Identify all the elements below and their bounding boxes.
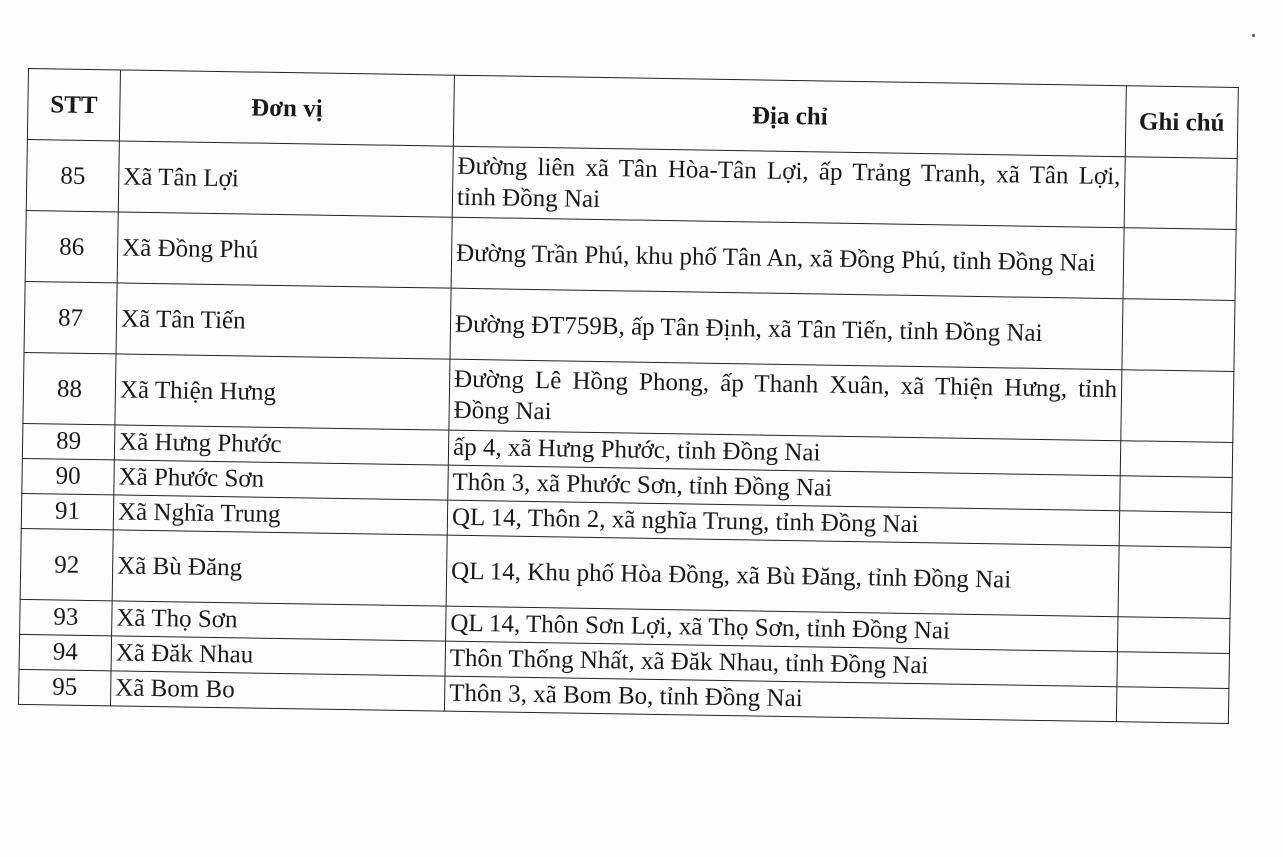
cell-unit: Xã Bù Đăng (112, 530, 447, 606)
cell-note (1123, 228, 1236, 301)
cell-unit: Xã Hưng Phước (114, 425, 449, 465)
cell-address: QL 14, Thôn 2, xã nghĩa Trung, tỉnh Đồng Nai (447, 500, 1119, 546)
cell-stt: 88 (23, 352, 116, 424)
header-unit: Đơn vị (119, 70, 454, 146)
header-address: Địa chỉ (453, 75, 1126, 157)
cell-note (1117, 617, 1230, 654)
cell-address: Đường Trần Phú, khu phố Tân An, xã Đồng Phú, tỉnh Đồng Nai (451, 217, 1124, 299)
cell-unit: Xã Đăk Nhau (111, 636, 446, 676)
cell-unit: Xã Nghĩa Trung (113, 495, 448, 535)
cell-address: QL 14, Thôn Sơn Lợi, xã Thọ Sơn, tỉnh Đồng Nai (446, 606, 1118, 652)
cell-stt: 95 (19, 669, 112, 705)
unit-address-table (18, 68, 1239, 724)
cell-stt: 90 (22, 458, 115, 494)
cell-address: Thôn Thống Nhất, xã Đăk Nhau, tỉnh Đồng Nai (445, 641, 1117, 687)
cell-unit: Xã Thiện Hưng (115, 354, 450, 430)
cell-unit: Xã Phước Sơn (114, 460, 449, 500)
cell-unit: Xã Đồng Phú (117, 212, 452, 288)
cell-stt: 91 (21, 493, 114, 529)
cell-unit: Xã Bom Bo (110, 671, 445, 711)
cell-note (1124, 157, 1237, 230)
cell-address: Đường ĐT759B, ấp Tân Định, xã Tân Tiến, tỉnh Đồng Nai (450, 288, 1123, 370)
cell-address: Thôn 3, xã Phước Sơn, tỉnh Đồng Nai (448, 465, 1120, 511)
header-stt: STT (27, 69, 120, 141)
cell-stt: 94 (19, 634, 112, 670)
cell-stt: 93 (20, 599, 113, 635)
cell-address: Đường liên xã Tân Hòa-Tân Lợi, ấp Trảng Tranh, xã Tân Lợi, tỉnh Đồng Nai (452, 146, 1125, 228)
scan-speck (1252, 34, 1255, 37)
cell-note (1117, 652, 1230, 689)
cell-note (1116, 687, 1229, 724)
cell-note (1120, 441, 1233, 478)
cell-stt: 89 (22, 423, 115, 459)
cell-unit: Xã Thọ Sơn (112, 601, 447, 641)
header-note: Ghi chú (1125, 86, 1238, 159)
cell-note (1119, 511, 1232, 548)
cell-note (1120, 476, 1233, 513)
cell-unit: Xã Tân Tiến (116, 283, 451, 359)
cell-address: ấp 4, xã Hưng Phước, tỉnh Đồng Nai (448, 430, 1120, 476)
table-container (18, 68, 1238, 724)
cell-stt: 85 (26, 139, 119, 211)
cell-unit: Xã Tân Lợi (118, 141, 453, 217)
cell-note (1121, 370, 1234, 443)
cell-address: Đường Lê Hồng Phong, ấp Thanh Xuân, xã Thiện Hưng, tỉnh Đồng Nai (449, 359, 1122, 441)
cell-stt: 87 (24, 281, 117, 353)
cell-stt: 92 (20, 528, 113, 600)
cell-address: QL 14, Khu phố Hòa Đồng, xã Bù Đăng, tỉnh Đồng Nai (446, 535, 1119, 617)
cell-stt: 86 (25, 210, 118, 282)
cell-address: Thôn 3, xã Bom Bo, tỉnh Đồng Nai (444, 676, 1116, 722)
cell-note (1118, 546, 1231, 619)
cell-note (1122, 299, 1235, 372)
